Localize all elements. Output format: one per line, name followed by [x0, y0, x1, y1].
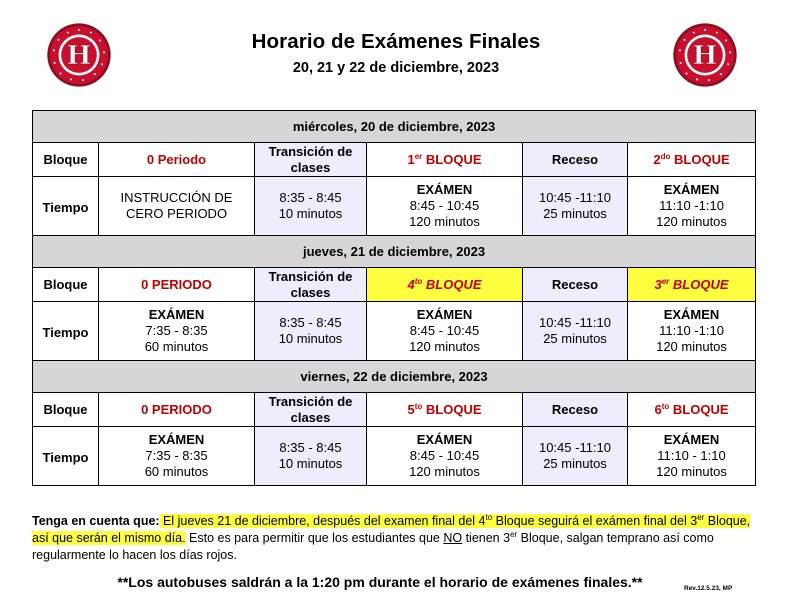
time-line: 11:10 - 1:10 — [657, 448, 726, 463]
block-cell — [367, 268, 523, 302]
day-header-row — [33, 236, 756, 268]
block-label-part: 6 — [654, 401, 662, 417]
block-cell — [255, 268, 367, 302]
logo-letter-right: H — [692, 40, 718, 72]
day-title: miércoles, 20 de diciembre, 2023 — [33, 111, 756, 143]
block-label-part: 0 PERIODO — [141, 276, 212, 292]
time-line: 8:35 - 8:45 — [279, 190, 342, 205]
ordinal-suffix: er — [661, 276, 670, 286]
time-line: 120 minutos — [409, 339, 480, 354]
time-line: 120 minutos — [409, 464, 480, 479]
time-line: 10:45 -11:10 — [538, 315, 612, 330]
time-line: EXÁMEN — [663, 182, 720, 197]
block-label-part: 0 Periodo — [146, 151, 207, 167]
note-paragraph — [32, 513, 767, 564]
note-sup-3: er — [510, 530, 518, 539]
note-hl-2: Bloque seguirá el exámen final del 3 — [492, 514, 698, 528]
block-cell — [628, 268, 756, 302]
block-label-part: 0 PERIODO — [141, 401, 212, 417]
block-label-part: Transición de clases — [268, 268, 353, 300]
block-label-part: BLOQUE — [422, 151, 482, 167]
block-cell — [367, 143, 523, 177]
time-line: 8:35 - 8:45 — [279, 315, 342, 330]
time-line: 7:35 - 8:35 — [145, 448, 208, 463]
block-cell — [255, 143, 367, 177]
time-line: 25 minutos — [543, 456, 607, 471]
row-label-tiempo: Tiempo — [33, 427, 99, 486]
ordinal-suffix: to — [414, 276, 423, 286]
time-line: 8:45 - 10:45 — [409, 448, 480, 463]
time-cell — [255, 177, 367, 236]
block-label-part: BLOQUE — [422, 276, 482, 292]
time-line: 10:45 -11:10 — [538, 190, 612, 205]
time-line: EXÁMEN — [663, 432, 720, 447]
revision-tag: Rev.12.5.23, MP — [684, 585, 733, 592]
block-cell — [367, 393, 523, 427]
ordinal-suffix: er — [414, 151, 423, 161]
block-row — [33, 143, 756, 177]
row-label-bloque: Bloque — [33, 268, 99, 302]
page-title: Horario de Exámenes Finales — [251, 30, 541, 53]
block-label-part: BLOQUE — [669, 401, 729, 417]
row-label-tiempo: Tiempo — [33, 302, 99, 361]
row-label-bloque: Bloque — [33, 143, 99, 177]
day-title: viernes, 22 de diciembre, 2023 — [33, 361, 756, 393]
block-label-part: BLOQUE — [670, 151, 730, 167]
block-label-part: BLOQUE — [422, 401, 482, 417]
time-cell — [367, 177, 523, 236]
block-label-part: Receso — [551, 151, 599, 167]
block-cell — [628, 393, 756, 427]
time-cell — [255, 427, 367, 486]
day-title: jueves, 21 de diciembre, 2023 — [33, 236, 756, 268]
time-line: 10:45 -11:10 — [538, 440, 612, 455]
block-label-part: Receso — [551, 276, 599, 292]
note-rest-2: tienen 3 — [462, 531, 511, 545]
block-row — [33, 268, 756, 302]
time-cell — [99, 302, 255, 361]
time-line: EXÁMEN — [148, 307, 205, 322]
note-sup-1: to — [485, 513, 493, 522]
time-line: 120 minutos — [656, 214, 727, 229]
time-line: 10 minutos — [278, 456, 343, 471]
block-label-part: Transición de clases — [268, 143, 353, 175]
time-line: 11:10 -1:10 — [659, 323, 724, 338]
ordinal-suffix: to — [661, 401, 670, 411]
block-label-part: Receso — [551, 401, 599, 417]
time-cell — [628, 302, 756, 361]
time-line: EXÁMEN — [416, 182, 473, 197]
bus-notice: **Los autobuses saldrán a la 1:20 pm durante el horario de exámenes finales.** — [117, 574, 643, 590]
time-row — [33, 427, 756, 486]
block-row — [33, 393, 756, 427]
time-line: 120 minutos — [409, 214, 480, 229]
time-line: EXÁMEN — [416, 432, 473, 447]
note-sup-2: er — [697, 513, 705, 522]
time-cell — [367, 302, 523, 361]
time-line: 10 minutos — [278, 206, 343, 221]
time-line: 120 minutos — [656, 339, 727, 354]
time-cell — [523, 427, 628, 486]
block-cell — [99, 268, 255, 302]
block-cell — [523, 143, 628, 177]
note-rest-1: Esto es para permitir que los estudiantes que — [185, 531, 444, 545]
day-header-row — [33, 361, 756, 393]
ordinal-suffix: to — [414, 401, 423, 411]
row-label-bloque: Bloque — [33, 393, 99, 427]
logo-letter-left: H — [66, 40, 92, 72]
time-line: 120 minutos — [656, 464, 727, 479]
time-line: INSTRUCCIÓN DE CERO PERIODO — [120, 190, 233, 221]
time-line: EXÁMEN — [416, 307, 473, 322]
ordinal-suffix: do — [660, 151, 671, 161]
note-hl-1: El jueves 21 de diciembre, después del examen final del 4 — [159, 514, 486, 528]
time-line: 8:45 - 10:45 — [409, 323, 480, 338]
time-row — [33, 302, 756, 361]
time-cell — [628, 427, 756, 486]
time-cell — [367, 427, 523, 486]
note-hl-3: Bloque, así que serán el mismo día. — [32, 514, 751, 545]
block-label-part: 4 — [407, 276, 415, 292]
block-label-part: 2 — [653, 151, 661, 167]
time-line: 11:10 -1:10 — [659, 198, 724, 213]
time-row — [33, 177, 756, 236]
time-line: 8:35 - 8:45 — [279, 440, 342, 455]
time-line: EXÁMEN — [663, 307, 720, 322]
time-cell — [255, 302, 367, 361]
time-line: 7:35 - 8:35 — [145, 323, 208, 338]
block-cell — [255, 393, 367, 427]
block-label-part: 5 — [407, 401, 415, 417]
time-cell — [99, 427, 255, 486]
note-no: NO — [443, 531, 463, 545]
block-label-part: BLOQUE — [669, 276, 729, 292]
time-line: 10 minutos — [278, 331, 343, 346]
row-label-tiempo: Tiempo — [33, 177, 99, 236]
time-cell — [523, 302, 628, 361]
note-rest-3: Bloque, salgan temprano así como regularmente lo hacen los días rojos. — [32, 531, 714, 562]
time-cell — [628, 177, 756, 236]
block-cell — [99, 143, 255, 177]
note-lead: Tenga en cuenta que: — [32, 514, 160, 528]
time-line: 60 minutos — [144, 464, 209, 479]
block-cell — [628, 143, 756, 177]
block-cell — [99, 393, 255, 427]
block-label-part: 1 — [407, 151, 415, 167]
time-cell — [99, 177, 255, 236]
page-subtitle-dates: 20, 21 y 22 de diciembre, 2023 — [292, 60, 500, 76]
block-cell — [523, 268, 628, 302]
time-line: 25 minutos — [543, 206, 607, 221]
time-line: EXÁMEN — [148, 432, 205, 447]
block-label-part: Transición de clases — [268, 393, 353, 425]
exam-schedule-table — [32, 110, 756, 486]
time-line: 25 minutos — [543, 331, 607, 346]
time-cell — [523, 177, 628, 236]
block-label-part: 3 — [654, 276, 662, 292]
time-line: 60 minutos — [144, 339, 209, 354]
day-header-row — [33, 111, 756, 143]
time-line: 8:45 - 10:45 — [409, 198, 480, 213]
block-cell — [523, 393, 628, 427]
